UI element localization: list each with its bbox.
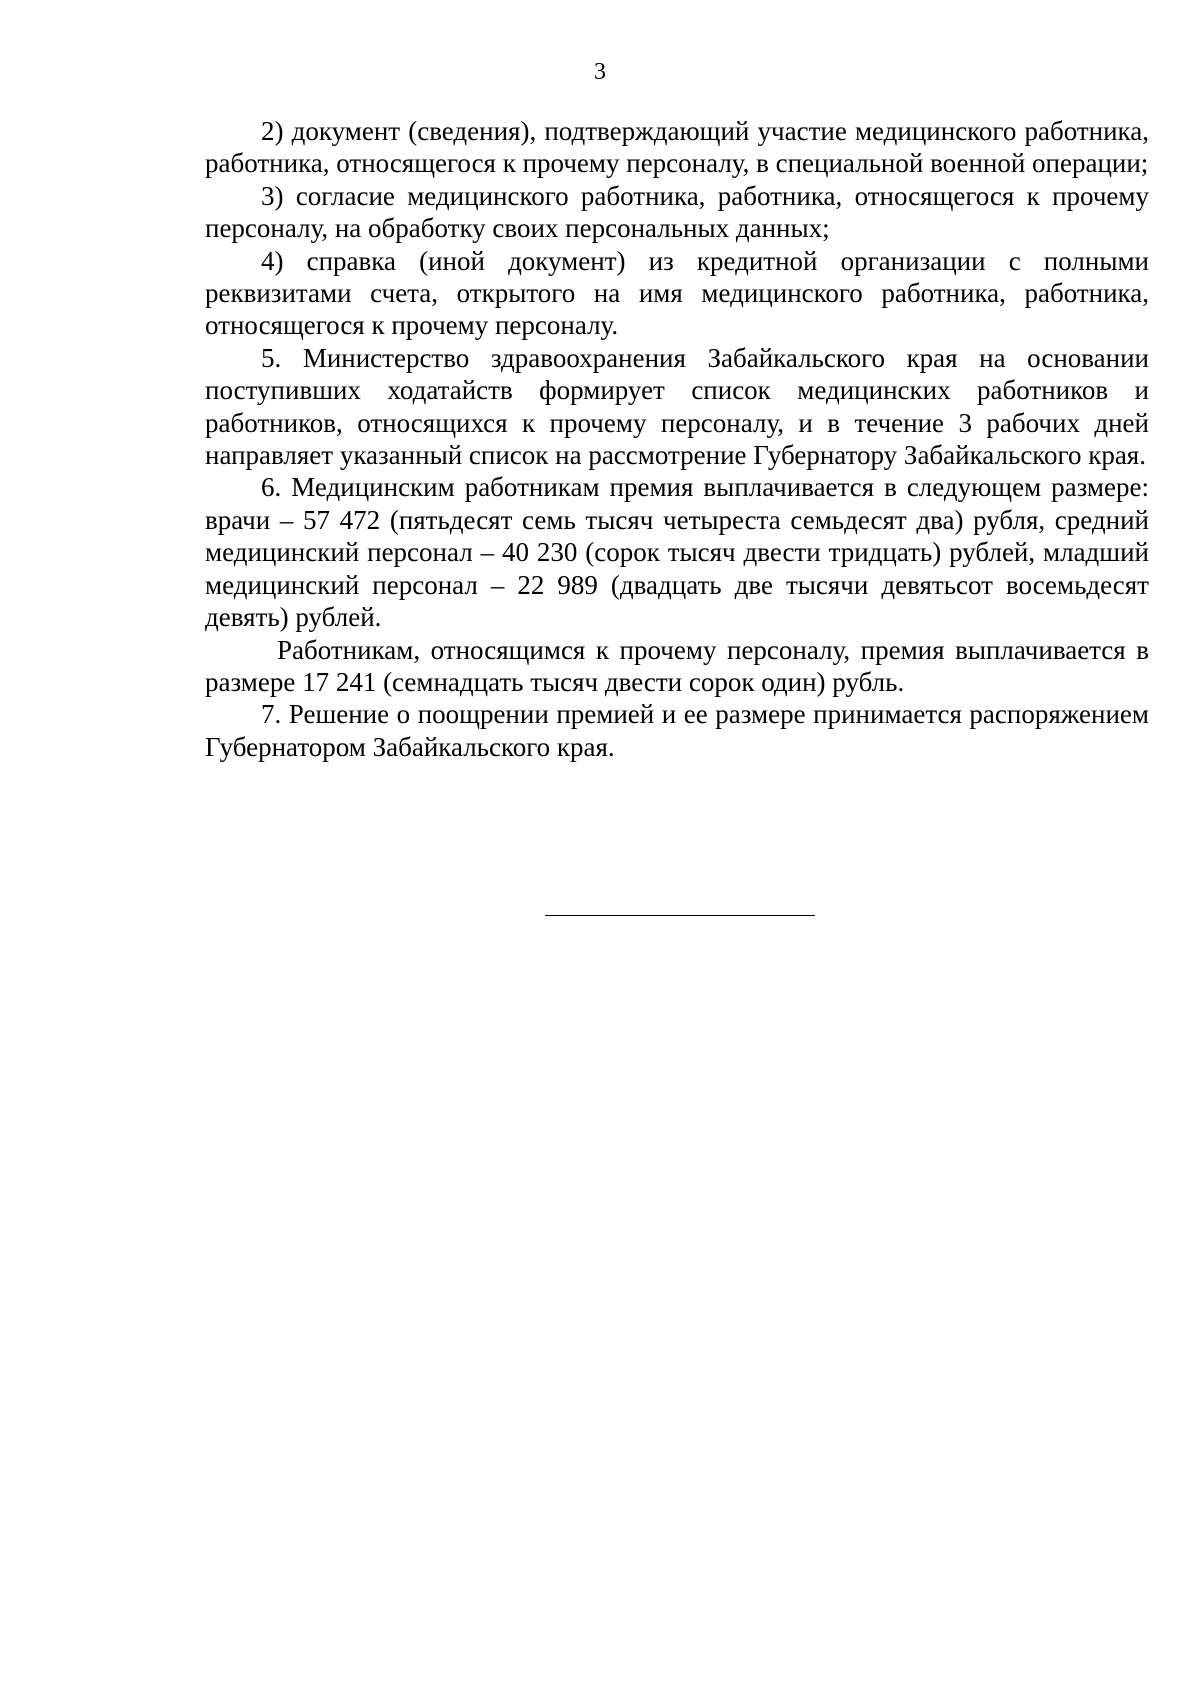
paragraph-item-2: 2) документ (сведения), подтверждающий участие медицинского работника, работника, относящегося к прочему персоналу, в специальной военной операции; bbox=[205, 116, 1149, 179]
paragraph-other-staff-premium: Работникам, относящимся к прочему персоналу, премия выплачивается в размере 17 241 (семнадцать тысяч двести сорок один) рубль. bbox=[205, 634, 1149, 697]
page-number: 3 bbox=[594, 59, 606, 85]
paragraph-clause-7: 7. Решение о поощрении премией и ее размере принимается распоряжением Губернатором Забайкальского края. bbox=[205, 699, 1149, 762]
paragraph-clause-6: 6. Медицинским работникам премия выплачивается в следующем размере: врачи – 57 472 (пятьдесят семь тысяч четыреста семьдесят два) рубля, средний медицинский персонал – 40 230 (сорок тысяч двести тридцать) рублей, младший медицинский персонал – 22 989 (двадцать две тысячи девятьсот восемьдесят девять) рублей. bbox=[205, 472, 1149, 633]
paragraph-clause-5: 5. Министерство здравоохранения Забайкальского края на основании поступивших ходатайств формирует список медицинских работников и работников, относящихся к прочему персоналу, и в течение 3 рабочих дней направляет указанный список на рассмотрение Губернатору Забайкальского края. bbox=[205, 342, 1149, 471]
document-body bbox=[205, 115, 1149, 763]
paragraph-item-4: 4) справка (иной документ) из кредитной организации с полными реквизитами счета, открытого на имя медицинского работника, работника, относящегося к прочему персоналу. bbox=[205, 245, 1149, 341]
paragraph-item-3: 3) согласие медицинского работника, работника, относящегося к прочему персоналу, на обработку своих персональных данных; bbox=[205, 180, 1149, 244]
end-of-document-rule bbox=[545, 915, 815, 916]
